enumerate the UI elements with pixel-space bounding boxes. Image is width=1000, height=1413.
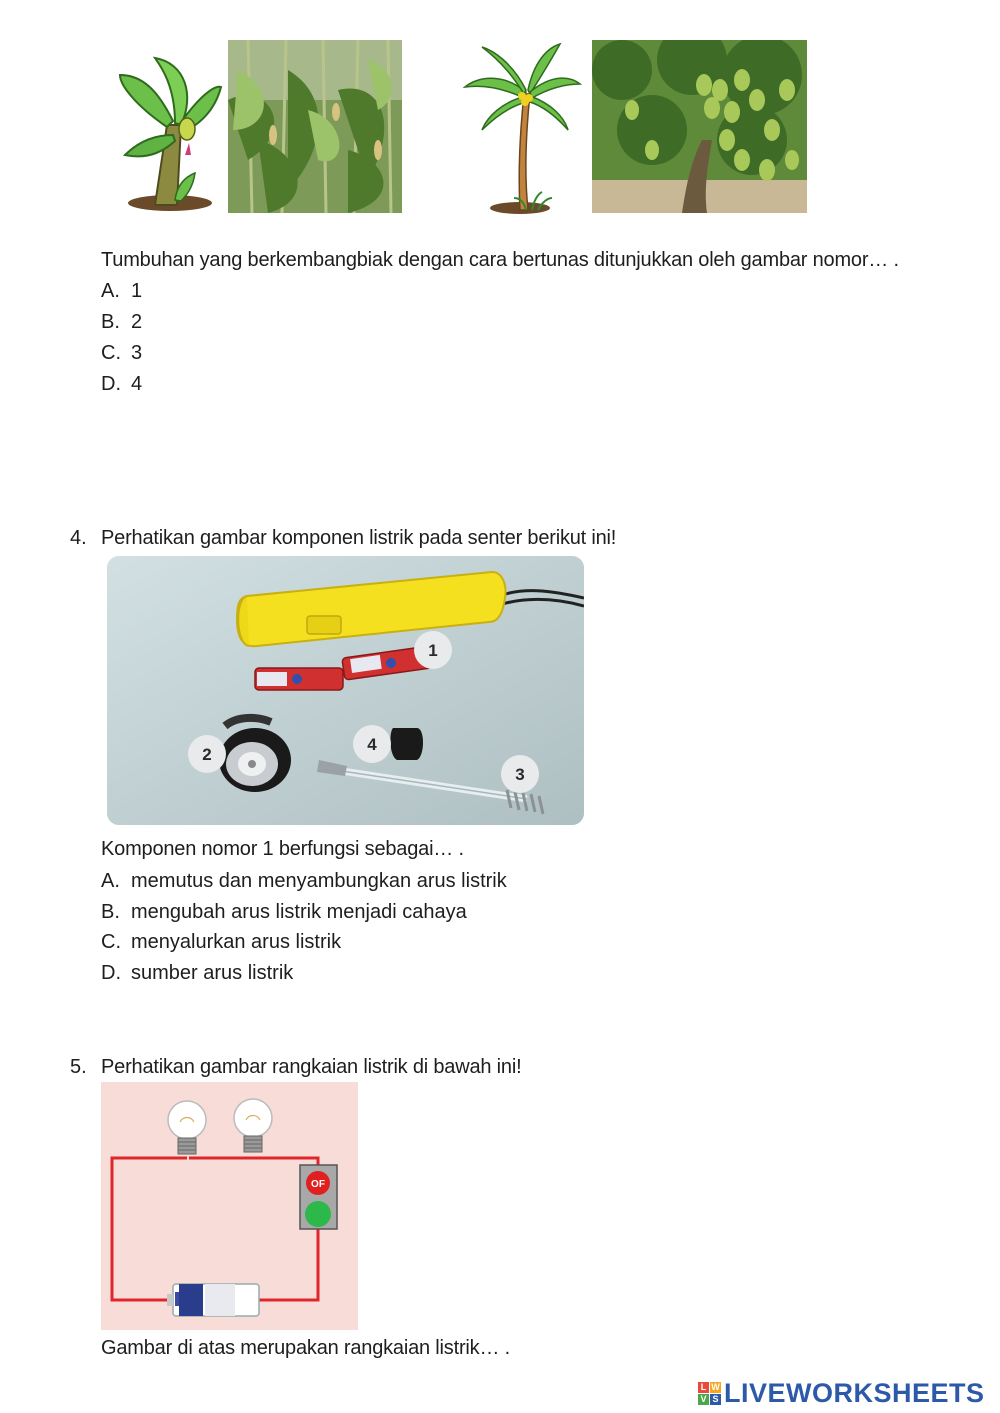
option-letter: C. [101,342,121,364]
q4-option-a [101,869,507,893]
switch-icon [300,1165,337,1229]
coconut-tree-image [462,42,582,214]
option-letter: B. [101,901,120,923]
logo-icon [698,1382,721,1405]
q5-question: Gambar di atas merupakan rangkaian listrik… . [101,1337,510,1359]
q3-option-a [101,279,142,303]
option-text: sumber arus listrik [131,962,294,984]
logo-letter: V [698,1394,709,1405]
battery-icon [167,1284,259,1316]
label-3: 3 [515,765,525,784]
option-letter: C. [101,931,121,953]
option-letter: D. [101,962,121,984]
option-text: 2 [131,311,143,333]
q3-option-d [101,372,142,396]
q4-question: Komponen nomor 1 berfungsi sebagai… . [101,838,464,860]
liveworksheets-logo[interactable] [698,1378,994,1408]
option-letter: A. [101,870,120,892]
banana-tree-image [115,55,223,212]
switch-label: OF [311,1179,325,1190]
option-text: 4 [131,373,143,395]
q4-title: Perhatikan gambar komponen listrik pada senter berikut ini! [101,527,617,549]
logo-letter: W [711,1381,720,1392]
q4-number: 4. [70,527,87,549]
q3-question: Tumbuhan yang berkembangbiak dengan cara bertunas ditunjukkan oleh gambar nomor… . [101,249,899,271]
q3-option-b [101,310,142,334]
q5-number: 5. [70,1056,87,1078]
q4-option-c [101,930,341,954]
q4-option-d [101,961,293,985]
option-text: 1 [131,280,143,302]
flashlight-components-image [107,556,584,825]
brand-name: LIVEWORKSHEETS [724,1378,985,1408]
option-text: 3 [131,342,143,364]
mango-tree-image [592,40,807,213]
bulb-icon [168,1101,206,1154]
option-text: mengubah arus listrik menjadi cahaya [131,901,467,923]
option-text: memutus dan menyambungkan arus listrik [131,870,507,892]
label-2: 2 [202,745,212,764]
logo-letter: L [698,1382,709,1393]
bulb-icon [234,1099,272,1152]
option-letter: D. [101,373,121,395]
q3-option-c [101,341,142,365]
option-letter: B. [101,311,120,333]
option-text: menyalurkan arus listrik [131,931,342,953]
q4-option-b [101,900,467,924]
circuit-image [101,1082,358,1330]
option-letter: A. [101,280,120,302]
logo-letter: S [710,1394,721,1405]
label-4: 4 [367,735,377,754]
corn-field-image [228,40,402,213]
label-1: 1 [428,641,438,660]
q5-title: Perhatikan gambar rangkaian listrik di bawah ini! [101,1056,522,1078]
